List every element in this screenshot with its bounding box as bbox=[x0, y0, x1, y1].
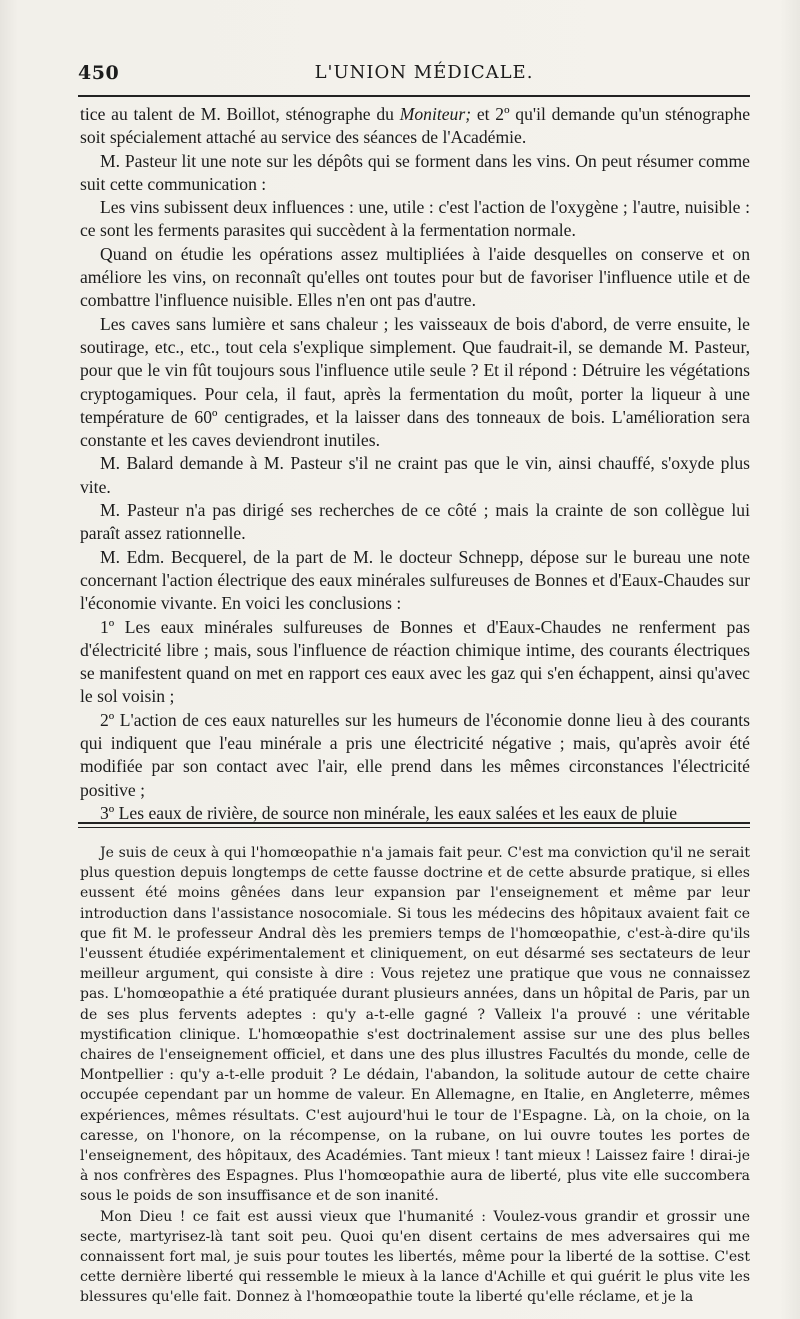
main-paragraph: tice au talent de M. Boillot, sténographe du Moniteur; et 2º qu'il demande qu'un sténographe soit spécialement attaché au service des séances de l'Académie. bbox=[80, 104, 750, 148]
main-paragraph: 3º Les eaux de rivière, de source non minérale, les eaux salées et les eaux de pluie bbox=[100, 802, 678, 823]
feuilleton-column bbox=[80, 843, 750, 1308]
main-column bbox=[80, 103, 750, 825]
main-paragraph: Les caves sans lumière et sans chaleur ; les vaisseaux de bois d'abord, de verre ensuite, le soutirage, etc., etc., tout cela s'explique simplement. Que faudrait-il, se demande M. Pasteur, pour que le vin fût toujours sous l'influence utile seule ? Et il répond : Détruire les végétations cryptogamiques. Pour cela, il faut, après la fermentation du moût, porter la liqueur à une température de 60º centigrades, et la laisser dans des tonneaux de bois. L'amélioration sera constante et les caves deviendront inutiles. bbox=[80, 313, 750, 451]
feuilleton-paragraph: Je suis de ceux à qui l'homœopathie n'a jamais fait peur. C'est ma conviction qu'il ne serait plus question depuis longtemps de cette fausse doctrine et de cette absurde pratique, si elles eussent été moins gênées dans leur expansion par l'enseignement et même par leur introduction dans l'assistance nosocomiale. Si tous les médecins des hôpitaux avaient fait ce que fit M. le professeur Andral dès les premiers temps de l'homœopathie, c'est-à-dire qu'ils l'eussent étudiée expérimentalement et cliniquement, on eut désarmé ses sectateurs de leur meilleur argument, qui consiste à dire : Vous rejetez une pratique que vous ne connaissez pas. L'homœopathie a été pratiquée durant plusieurs années, dans un hôpital de Paris, par un de ses plus fervents adeptes : qu'y a-t-elle gagné ? Valleix l'a prouvé : une véritable mystification clinique. L'homœopathie s'est doctrinalement assise sur une des plus belles chaires de l'enseignement officiel, et dans une des plus illustres Facultés du monde, celle de Montpellier : qu'y a-t-elle produit ? Le dédain, l'abandon, la solitude autour de cette chaire occupée cependant par un homme de valeur. En Allemagne, en Italie, en Angleterre, mêmes expériences, mêmes résultats. C'est aujourd'hui le tour de l'Espagne. Là, on la choie, on la caresse, on l'honore, on la récompense, on la rubane, on lui ouvre toutes les portes de l'enseignement, des hôpitaux, des Académies. Tant mieux ! tant mieux ! Laissez faire ! dirai-je à nos confrères des Espagnes. Plus l'homœopathie aura de liberté, plus vite elle succombera sous le poids de son insuffisance et de son inanité. bbox=[80, 845, 750, 1205]
page-number: 450 bbox=[78, 62, 120, 84]
main-paragraph: M. Pasteur n'a pas dirigé ses recherches de ce côté ; mais la crainte de son collègue lui paraît assez rationnelle. bbox=[80, 500, 750, 544]
main-paragraph: M. Edm. Becquerel, de la part de M. le docteur Schnepp, dépose sur le bureau une note concernant l'action électrique des eaux minérales sulfureuses de Bonnes et d'Eaux-Chaudes sur l'économie vivante. En voici les conclusions : bbox=[80, 546, 750, 614]
main-paragraph: 1º Les eaux minérales sulfureuses de Bonnes et d'Eaux-Chaudes ne renferment pas d'électricité libre ; mais, sous l'influence de réaction chimique intime, des courants électriques se manifestent quand on met en rapport ces eaux avec les gaz qui s'en échappent, ainsi qu'avec le sol voisin ; bbox=[80, 616, 750, 707]
running-title: L'UNION MÉDICALE. bbox=[314, 62, 534, 83]
main-paragraph: M. Balard demande à M. Pasteur s'il ne craint pas que le vin, ainsi chauffé, s'oxyde plus vite. bbox=[80, 453, 750, 497]
main-paragraph: M. Pasteur lit une note sur les dépôts qui se forment dans les vins. On peut résumer comme suit cette communication : bbox=[80, 150, 750, 194]
feuilleton-paragraph: Mon Dieu ! ce fait est aussi vieux que l'humanité : Voulez-vous grandir et grossir une secte, martyrisez-là tant soit peu. Quoi qu'en disent certains de mes adversaires qui me connaissent fort mal, je suis pour toutes les libertés, même pour la liberté de la sottise. C'est cette dernière liberté qui ressemble le mieux à la lance d'Achille et qui guérit le plus vite les blessures qu'elle fait. Donnez à l'homœopathie toute la liberté qu'elle réclame, et je la bbox=[80, 1208, 750, 1306]
main-paragraph: 2º L'action de ces eaux naturelles sur les humeurs de l'économie donne lieu à des courants qui indiquent que l'eau minérale a pris une électricité négative ; mais, qu'après avoir été modifiée par son contact avec l'air, elle prend dans les mêmes circonstances l'électricité positive ; bbox=[80, 709, 750, 800]
main-paragraph: Quand on étudie les opérations assez multipliées à l'aide desquelles on conserve et on améliore les vins, on reconnaît qu'elles ont toutes pour but de favoriser l'influence utile et de combattre l'influence nuisible. Elles n'en ont pas d'autre. bbox=[80, 243, 750, 311]
feuilleton-divider bbox=[78, 822, 750, 828]
page-header bbox=[78, 62, 750, 88]
header-rule bbox=[78, 95, 750, 97]
main-paragraph: Les vins subissent deux influences : une, utile : c'est l'action de l'oxygène ; l'autre, nuisible : ce sont les ferments parasites qui succèdent à la fermentation normale. bbox=[80, 197, 750, 241]
